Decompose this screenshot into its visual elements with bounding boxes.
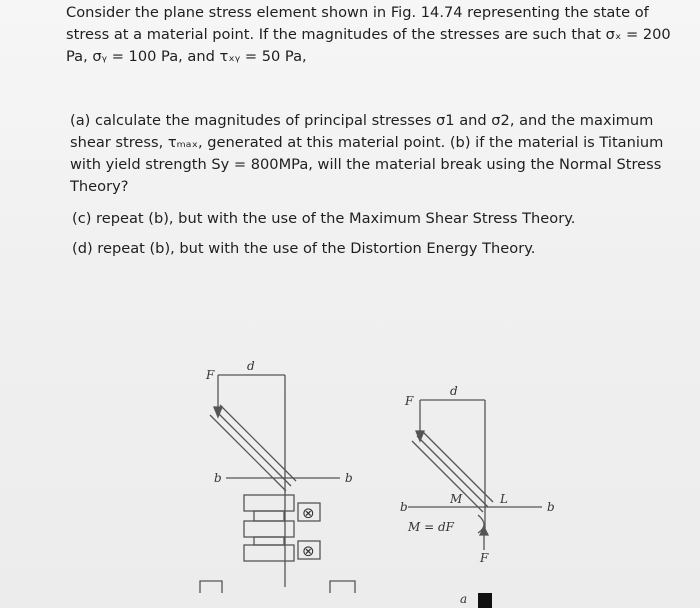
intro-line: Pa, σᵧ = 100 Pa, and τₓᵧ = 50 Pa, <box>66 48 307 65</box>
left-clamp-block <box>244 521 294 537</box>
right-bottom-force-label: F <box>480 551 489 565</box>
right-section-label: b <box>400 500 408 514</box>
right-distance-label: d <box>450 384 458 398</box>
right-force-label: F <box>405 394 414 408</box>
figure-14-74 <box>190 355 560 608</box>
problem-part-a <box>70 110 663 198</box>
right-bar-edge <box>412 441 483 512</box>
moment-label: M <box>450 492 463 506</box>
left-clamp-web <box>254 537 284 545</box>
left-base-bracket <box>200 581 222 593</box>
point-a-marker <box>478 593 492 608</box>
left-section-label: b <box>345 471 353 485</box>
part-a-line: with yield strength Sy = 800MPa, will the material break using the Normal Stress <box>70 156 662 173</box>
intro-line: stress at a material point. If the magnitudes of the stresses are such that σₓ = 200 <box>66 26 671 43</box>
problem-part-c: (c) repeat (b), but with the use of the Maximum Shear Stress Theory. <box>72 210 576 227</box>
left-distance-label: d <box>247 359 255 373</box>
figure-drawing <box>190 355 560 608</box>
problem-part-d: (d) repeat (b), but with the use of the Distortion Energy Theory. <box>72 240 536 257</box>
bolt-cross-icon: ⊗ <box>302 504 315 522</box>
left-clamp-web <box>254 511 284 521</box>
left-base-bracket <box>330 581 355 593</box>
left-bar-centerline <box>215 410 291 486</box>
left-clamp-block <box>244 495 294 511</box>
part-a-line: shear stress, τₘₐₓ, generated at this material point. (b) if the material is Titanium <box>70 134 664 151</box>
part-a-line: (a) calculate the magnitudes of principal stresses σ1 and σ2, and the maximum <box>70 112 654 129</box>
left-clamp-block <box>244 545 294 561</box>
moment-equation: M = dF <box>408 520 454 534</box>
point-a-label: a <box>460 592 468 606</box>
length-label: L <box>500 492 508 506</box>
left-force-label: F <box>206 368 215 382</box>
part-a-line: Theory? <box>70 178 129 195</box>
left-section-label: b <box>214 471 222 485</box>
left-diagram <box>200 375 355 593</box>
right-section-label: b <box>547 500 555 514</box>
intro-line: Consider the plane stress element shown in Fig. 14.74 representing the state of <box>66 4 649 21</box>
bolt-cross-icon: ⊗ <box>302 542 315 560</box>
problem-intro <box>66 2 671 68</box>
